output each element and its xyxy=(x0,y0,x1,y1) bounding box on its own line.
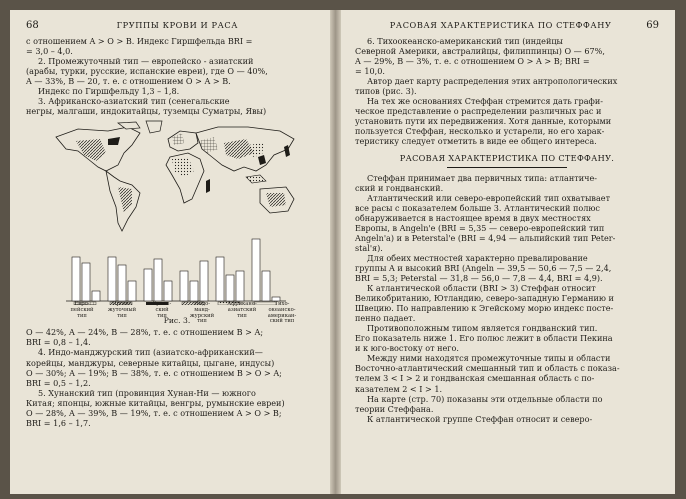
text-line: A — 33%, B — 20, т. е. с отношением O > A > B. xyxy=(26,76,231,87)
text-line: = 3,0 – 4,0. xyxy=(26,46,73,57)
text-line: BRI = 0,5 – 1,2. xyxy=(26,377,91,388)
figure-3 xyxy=(48,119,306,325)
right-running-title: РАСОВАЯ ХАРАКТЕРИСТИКА ПО СТЕФФАНУ xyxy=(389,20,612,30)
text-line: обнаруживается в настоящее время в двух местностях xyxy=(355,212,591,223)
text-line: BRI = 1,6 – 1,7. xyxy=(26,417,91,428)
text-line: К атлантической области (BRI > 3) Стеффан относит xyxy=(367,283,596,294)
text-line: O — 42%, A — 24%, B — 28%, т. е. с отношением B > A; xyxy=(26,327,264,338)
text-line: Индекс по Гиршфельду 1,3 – 1,8. xyxy=(38,86,180,97)
text-line: телем 3 < I > 2 и гондванская смешанная область с по- xyxy=(355,373,595,384)
text-line: теристику следует отметить в виде ее общего интереса. xyxy=(355,136,597,147)
text-line: BRI = 0,8 – 1,4. xyxy=(26,337,91,348)
heading-rule xyxy=(447,167,567,168)
bar-group-6 xyxy=(252,239,280,301)
right-running-head xyxy=(355,20,659,31)
text-line: Швецию. По направлению к Эгейскому морю индекс посте- xyxy=(355,303,614,314)
text-line: На карте (стр. 70) показаны эти отдельные области по xyxy=(367,393,603,404)
left-running-head xyxy=(26,20,316,31)
text-line: stal'я). xyxy=(355,242,383,253)
bar-group-5 xyxy=(216,257,244,301)
text-line: группы A и высокий BRI (Angeln — 39,5 — 50,6 — 7,5 — 2,4, xyxy=(355,262,612,273)
text-line: и к юго-востоку от него. xyxy=(355,343,459,354)
text-line: Европы, в Angeln'е (BRI = 5,35 — северо-европейский тип xyxy=(355,222,605,233)
right-page-number: 69 xyxy=(646,20,659,31)
text-line: Великобританию, Ютландию, северо-западную Германию и xyxy=(355,293,614,304)
text-line: 5. Хунанский тип (провинция Хунан-Ни — южного xyxy=(38,387,256,398)
text-line: Северной Америки, австралийцы, филиппинцы) O — 67%, xyxy=(355,46,605,57)
text-line: Между ними находятся промежуточные типы и области xyxy=(367,353,611,364)
text-line: установить пути их передвижения. Хотя данные, которыми xyxy=(355,116,612,127)
left-running-title: ГРУППЫ КРОВИ И РАСА xyxy=(116,20,239,30)
text-line: Автор дает карту распределения этих антропологических xyxy=(367,76,618,87)
text-line: пенно падает. xyxy=(355,313,416,324)
text-line: типов (рис. 3). xyxy=(355,86,417,97)
bar-label: Индо- манд- журский тип xyxy=(189,301,215,325)
right-page xyxy=(341,10,675,494)
text-line: пользуется Стеффан, несколько и устарели, но его харак- xyxy=(355,126,605,137)
text-line: BRI = 5,3; Peterstal — 31,8 — 56,0 — 7,8 — 4,4, BRI = 4,9). xyxy=(355,272,603,283)
bar-label: Хунан- ский тип xyxy=(152,301,172,319)
bar-group-3 xyxy=(144,259,172,301)
text-line: Его показатель ниже 1. Его полюс лежит в области Пекина xyxy=(355,333,613,344)
text-line: A — 29%, B — 3%, т. е. с отношением O > A > B; BRI = xyxy=(355,56,590,67)
text-line: негры, малгаши, индокитайцы, туземцы Суматры, Явы) xyxy=(26,106,267,117)
bar-group-1 xyxy=(72,257,100,301)
text-line: Angeln'а) и в Peterstal'е (BRI = 4,94 — альпийский тип Peter- xyxy=(355,232,616,243)
text-line: = 10,0. xyxy=(355,66,385,77)
figure-caption: Рис. 3. xyxy=(163,316,191,326)
text-line: с отношением A > O > B. Индекс Гиршфельда BRI = xyxy=(26,36,253,46)
text-line: На тех же основаниях Стеффан стремится дать графи- xyxy=(367,96,604,107)
text-line: 2. Промежуточный тип — европейско - азиатский xyxy=(38,56,254,67)
text-line: 6. Тихоокеанско-американский тип (индейцы xyxy=(367,36,563,46)
book-gutter xyxy=(330,10,341,494)
bar-group-4 xyxy=(180,261,208,301)
text-line: Атлантический или северо-европейский тип охватывает xyxy=(367,192,611,203)
type-bar-chart xyxy=(66,235,286,305)
text-line: корейцы, манджуры, северные китайцы, цыгане, индусы) xyxy=(26,357,275,368)
text-line: 3. Африканско-азиатский тип (сенегальские xyxy=(38,96,230,107)
bar-label: Тихо- океанско- американ- ский тип xyxy=(267,301,297,325)
section-heading: РАСОВАЯ ХАРАКТЕРИСТИКА ПО СТЕФФАНУ. xyxy=(399,152,615,163)
text-line: К атлантической группе Стеффан относит и северо- xyxy=(367,413,593,424)
text-line: 4. Индо-манджурский тип (азиатско-африканский— xyxy=(38,347,263,358)
text-line: Для обеих местностей характерно превалирование xyxy=(367,252,588,263)
bar-label: Проме- жуточный тип xyxy=(107,301,137,319)
text-line: Стеффан принимает два первичных типа: атлантиче- xyxy=(367,172,598,183)
text-line: ческое представление о распределении различных рас и xyxy=(355,106,602,117)
text-line: O — 28%, A — 39%, B — 19%, т. е. с отношением A > O > B; xyxy=(26,407,282,418)
text-line: Китая; японцы, южные китайцы, венгры, румынские евреи) xyxy=(26,397,285,408)
text-line: (арабы, турки, русские, испанские евреи), где O — 40%, xyxy=(26,66,268,77)
text-line: Восточно-атлантический смешанный тип и область с показа- xyxy=(355,363,620,374)
text-line: ский и гондванский. xyxy=(355,182,444,193)
text-line: казателем 2 < I > 1. xyxy=(355,383,443,394)
text-line: Противоположным типом является гондванский тип. xyxy=(367,323,598,334)
bar-label: Африкано- азиатский тип xyxy=(227,301,257,319)
text-line: теории Стеффана. xyxy=(355,403,434,414)
text-line: все расы с показателем больше 3. Атлантический полюс xyxy=(355,202,600,213)
world-map xyxy=(48,119,306,237)
text-line: O — 30%; A — 19%; B — 38%, т. е. с отношением B > O > A; xyxy=(26,367,282,378)
bar-label: Евро- пейский тип xyxy=(70,301,94,319)
left-page xyxy=(10,10,330,494)
left-page-number: 68 xyxy=(26,20,39,31)
bar-group-2 xyxy=(108,257,136,301)
